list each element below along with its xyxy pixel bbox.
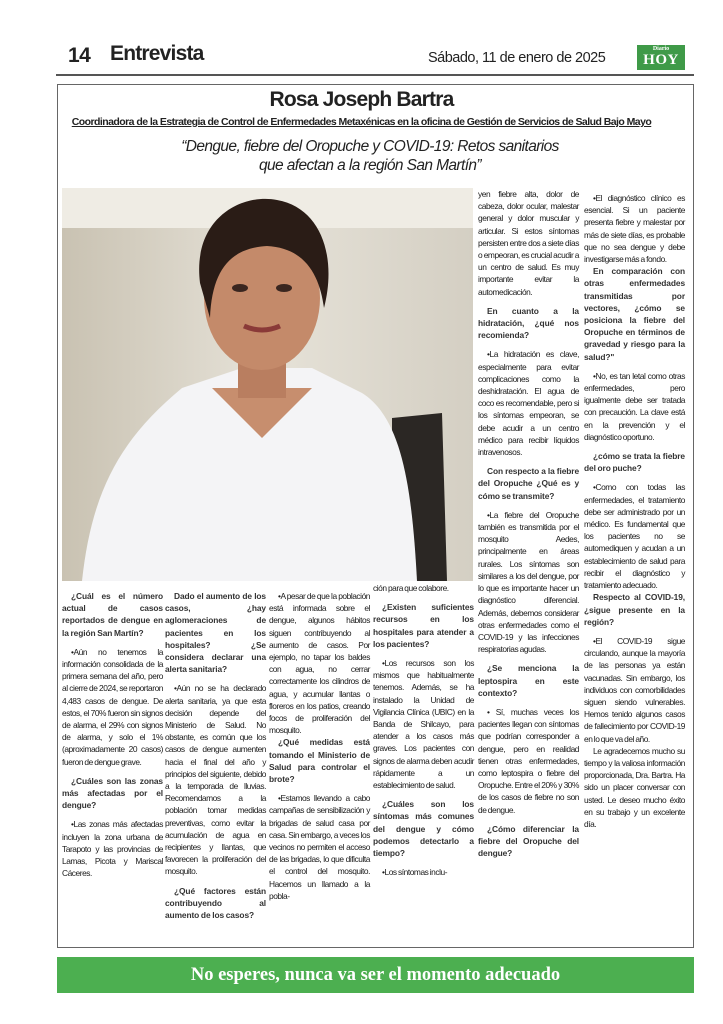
interview-answer: •La fiebre del Oropuche también es transmitida por el mosquito Aedes, principalmente en áreas rurales. Los síntomas son similares a los del dengue, por lo que es importante hacer un diagnóstico diferencial. Además, debemos considerar otras enfermedades como el COVID-19 y las infecciones respiratorias agudas. — [478, 509, 579, 655]
interview-answer: •Estamos llevando a cabo campañas de sensibilización y brigadas de salud casa por casa. Sin embargo, a veces los vecinos no permiten el acceso de las brigadas, lo que dificulta el control del mosquito. Hacemos un llamado a la pobla- — [269, 793, 370, 901]
interviewee-name: Rosa Joseph Bartra — [269, 88, 454, 111]
interview-answer: •Como con todas las enfermedades, el tratamiento debe ser administrado por un médico. Es fundamental que los pacientes no se automediquen y acudan a un establecimiento de salud para recibir el diagnóstico y tratamiento adecuado. — [584, 482, 685, 591]
interview-question: ¿Qué factores están contribuyendo al aumento de los casos? — [165, 885, 266, 921]
text-column-4 — [373, 582, 474, 885]
article-headline: “Dengue, fiebre del Oropuche y COVID-19: Retos sanitarios que afectan a la región San Martín” — [181, 138, 559, 174]
text-column-1 — [62, 590, 163, 886]
interview-question: Respecto al COVID-19, ¿sigue presente en la región? — [584, 592, 685, 627]
interview-answer: •Los síntomas inclu- — [382, 867, 448, 878]
text-column-3 — [269, 590, 370, 909]
text-column-2 — [165, 590, 266, 928]
interview-answer: •A pesar de que la población está informada sobre el dengue, algunos hábitos siguen contribuyendo al aumento de casos. Por ejemplo, no tapar los baldes con agua, no cerrar correctamente los cilindros de agua, y acumular llantas o floreros en los patios, creando focos de proliferación del mosquito. — [269, 591, 370, 736]
interviewee-role: Coordinadora de la Estrategia de Control de Enfermedades Metaxénicas en la oficina de Gestión de Servicios de Salud Bajo Mayo — [71, 116, 652, 128]
interview-question: ¿Cuáles son los síntomas más comunes del dengue y cómo podemos detectarlo a tiempo? — [373, 799, 474, 859]
header-rule — [56, 74, 694, 76]
text-column-5 — [478, 188, 579, 866]
page-number: 14 — [68, 44, 91, 67]
interview-answer: • Sí, muchas veces los pacientes llegan con síntomas que podrían corresponder a dengue, pero en realidad tienen otras enfermedades, como leptospira o fiebre del Oropuche. Entre el 20% y 30% de los casos de fiebre no son de dengue. — [478, 706, 579, 815]
interview-question: ¿Cómo diferenciar la fiebre del Oropuche del dengue? — [478, 823, 579, 859]
interview-answer: Le agradecemos mucho su tiempo y la valiosa información proporcionada, Dra. Bartra. Ha sido un placer conversar con usted. Le deseo mucho éxito en su trabajo y un excelente día. — [584, 745, 685, 829]
newspaper-logo — [637, 45, 685, 70]
interview-answer: •No, es tan letal como otras enfermedades, pero igualmente debe ser tratada con precaución. La clave está en la prevención y el diagnóstico oportuno. — [584, 370, 685, 442]
interview-answer: •Las zonas más afectadas incluyen la zona urbana de Tarapoto y las provincias de Lamas, Picota y Mariscal Cáceres. — [62, 819, 163, 879]
interview-question: ¿Cuál es el número actual de casos reportados de dengue en la región San Martín? — [62, 591, 163, 638]
interview-question: En comparación con otras enfermedades transmitidas por vectores, ¿cómo se posiciona la fiebre del Oropuche en términos de gravedad y riesgo para la salud?" — [584, 266, 685, 362]
interview-question: ¿Existen suficientes recursos en los hospitales para atender a los pacientes? — [373, 602, 474, 649]
interview-answer: yen fiebre alta, dolor de cabeza, dolor ocular, malestar general y dolor muscular y articular. Si estos síntomas persisten entre dos a siete días o empeoran, es crucial acudir a un centro de salud. Es muy importante evitar la automedicación. — [478, 189, 579, 297]
interview-question: ¿cómo se trata la fiebre del oro puche? — [584, 451, 685, 474]
interview-answer: •El COVID-19 sigue circulando, aunque la mayoría de las personas ya están vacunadas. Sin embargo, los individuos con comorbilidades siguen siendo vulnerables. Hemos tenido algunos casos de fallecimiento por COVID-19 en lo que va del año. — [584, 635, 685, 744]
interview-question: Con respecto a la fiebre del Oropuche ¿Qué es y cómo se transmite? — [478, 466, 579, 501]
interview-question: En cuanto a la hidratación, ¿qué nos recomienda? — [478, 305, 579, 341]
interview-answer: •Aún no tenemos la información consolidada de la primera semana del año, pero al cierre de 2024, se reportaron 4,483 casos de dengue. De estos, el 70% fueron sin signos de alarma, el 29% con signos de alarma, y solo el 1% (aproximadamente 20 casos) fueron de dengue grave. — [62, 646, 163, 767]
text-column-6 — [584, 192, 685, 837]
interview-question: ¿Se menciona la leptospira en este contexto? — [478, 663, 579, 698]
footer-banner: No esperes, nunca va ser el momento adecuado — [57, 957, 694, 993]
interview-question: ¿Cuáles son las zonas más afectadas por el dengue? — [62, 775, 163, 811]
interview-answer: •Los recursos son los mismos que habitualmente tenemos. Además, se ha instalado la Unidad de Vigilancia Clínica (UBIC) en la Banda de Shilcayo, para atender a los casos más graves. Los pacientes con signos de alarma deben acudir rápidamente a un establecimiento de salud. — [373, 658, 474, 791]
logo-small-text: Diario — [652, 46, 670, 52]
logo-main-text: HOY — [643, 52, 679, 68]
interviewee-photo — [62, 188, 473, 581]
issue-date: Sábado, 11 de enero de 2025 — [428, 50, 606, 66]
section-title: Entrevista — [110, 42, 204, 65]
interview-answer: •El diagnóstico clínico es esencial. Si un paciente presenta fiebre y malestar por más de siete días, es probable que no sea dengue y debe investigarse más a fondo. — [584, 193, 685, 265]
interview-question: Dado el aumento de los casos, ¿hay aglomeraciones de pacientes en los hospitales? ¿Se considera declarar una alerta sanitaria? — [165, 591, 266, 675]
interview-answer: ción para que colabore. — [373, 583, 449, 593]
interview-answer: •Aún no se ha declarado alerta sanitaria, ya que esta decisión depende del Ministerio de Salud. No obstante, es común que los casos de dengue aumenten hacia el final del año y principios del siguiente, debido a la temporada de lluvias. Recomendamos a la población tomar medidas preventivas, como evitar la acumulación de agua en recipientes y llantas, que favorecen la proliferación del mosquito. — [165, 683, 266, 877]
interview-answer: •La hidratación es clave, especialmente para evitar complicaciones como la deshidratación. El agua de coco es recomendable, pero si los síntomas empeoran, se debe acudir a un centro médico para recibir líquidos intravenosos. — [478, 349, 579, 458]
interview-question: ¿Qué medidas está tomando el Ministerio de Salud para controlar el brote? — [269, 737, 370, 785]
